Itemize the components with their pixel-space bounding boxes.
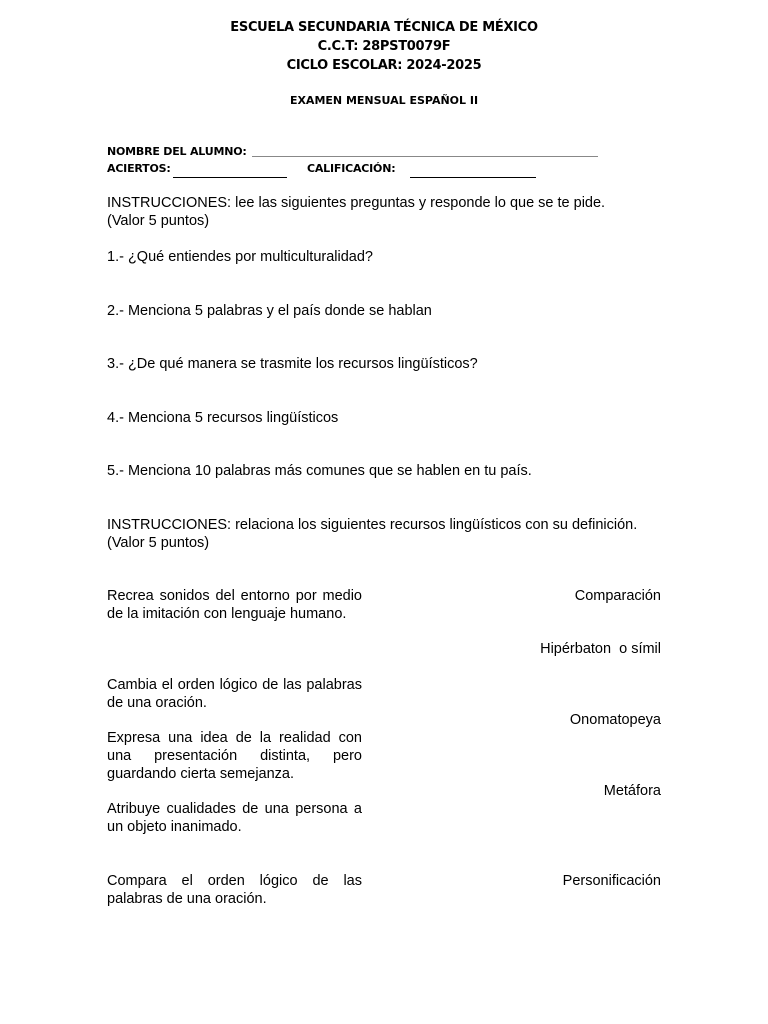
definition-4: Atribuye cualidades de una persona a un objeto inanimado. (107, 801, 362, 835)
definition-5: Compara el orden lógico de las palabras de una oración. (107, 873, 362, 907)
section2-value: (Valor 5 puntos) (107, 535, 210, 551)
question-4: 4.- Menciona 5 recursos lingüísticos (107, 410, 339, 426)
school-name: ESCUELA SECUNDARIA TÉCNICA DE MÉXICO (230, 20, 538, 35)
section1-instructions: INSTRUCCIONES: lee las siguientes preguntas y responde lo que se te pide. (107, 195, 606, 211)
definition-1: Recrea sonidos del entorno por medio de la imitación con lenguaje humano. (107, 588, 362, 622)
school-cct: C.C.T: 28PST0079F (317, 39, 451, 54)
question-3: 3.- ¿De qué manera se trasmite los recursos lingüísticos? (107, 356, 478, 372)
school-cycle: CICLO ESCOLAR: 2024-2025 (286, 58, 482, 73)
definition-2: Cambia el orden lógico de las palabras de una oración. (107, 677, 362, 711)
term-4: Metáfora (603, 783, 661, 799)
section2-instructions: INSTRUCCIONES: relaciona los siguientes recursos lingüísticos con su definición. (107, 517, 638, 533)
student-name-label: NOMBRE DEL ALUMNO: (107, 145, 247, 158)
term-3: Onomatopeya (569, 712, 661, 728)
term-2: Hipérbaton o símil (540, 641, 661, 657)
hits-label: ACIERTOS: (107, 162, 171, 175)
definition-3: Expresa una idea de la realidad con una presentación distinta, pero guardando cierta semejanza. (107, 730, 362, 782)
grade-line[interactable] (410, 177, 536, 178)
section1-value: (Valor 5 puntos) (107, 213, 210, 229)
term-1: Comparación (574, 588, 661, 604)
exam-title: EXAMEN MENSUAL ESPAÑOL II (289, 94, 479, 107)
question-5: 5.- Menciona 10 palabras más comunes que se hablen en tu país. (107, 463, 532, 479)
question-1: 1.- ¿Qué entiendes por multiculturalidad? (107, 249, 373, 265)
hits-line[interactable] (173, 177, 287, 178)
student-name-line[interactable] (252, 156, 598, 157)
term-5: Personificación (562, 873, 661, 889)
question-2: 2.- Menciona 5 palabras y el país donde se hablan (107, 303, 432, 319)
grade-label: CALIFICACIÓN: (307, 162, 396, 175)
